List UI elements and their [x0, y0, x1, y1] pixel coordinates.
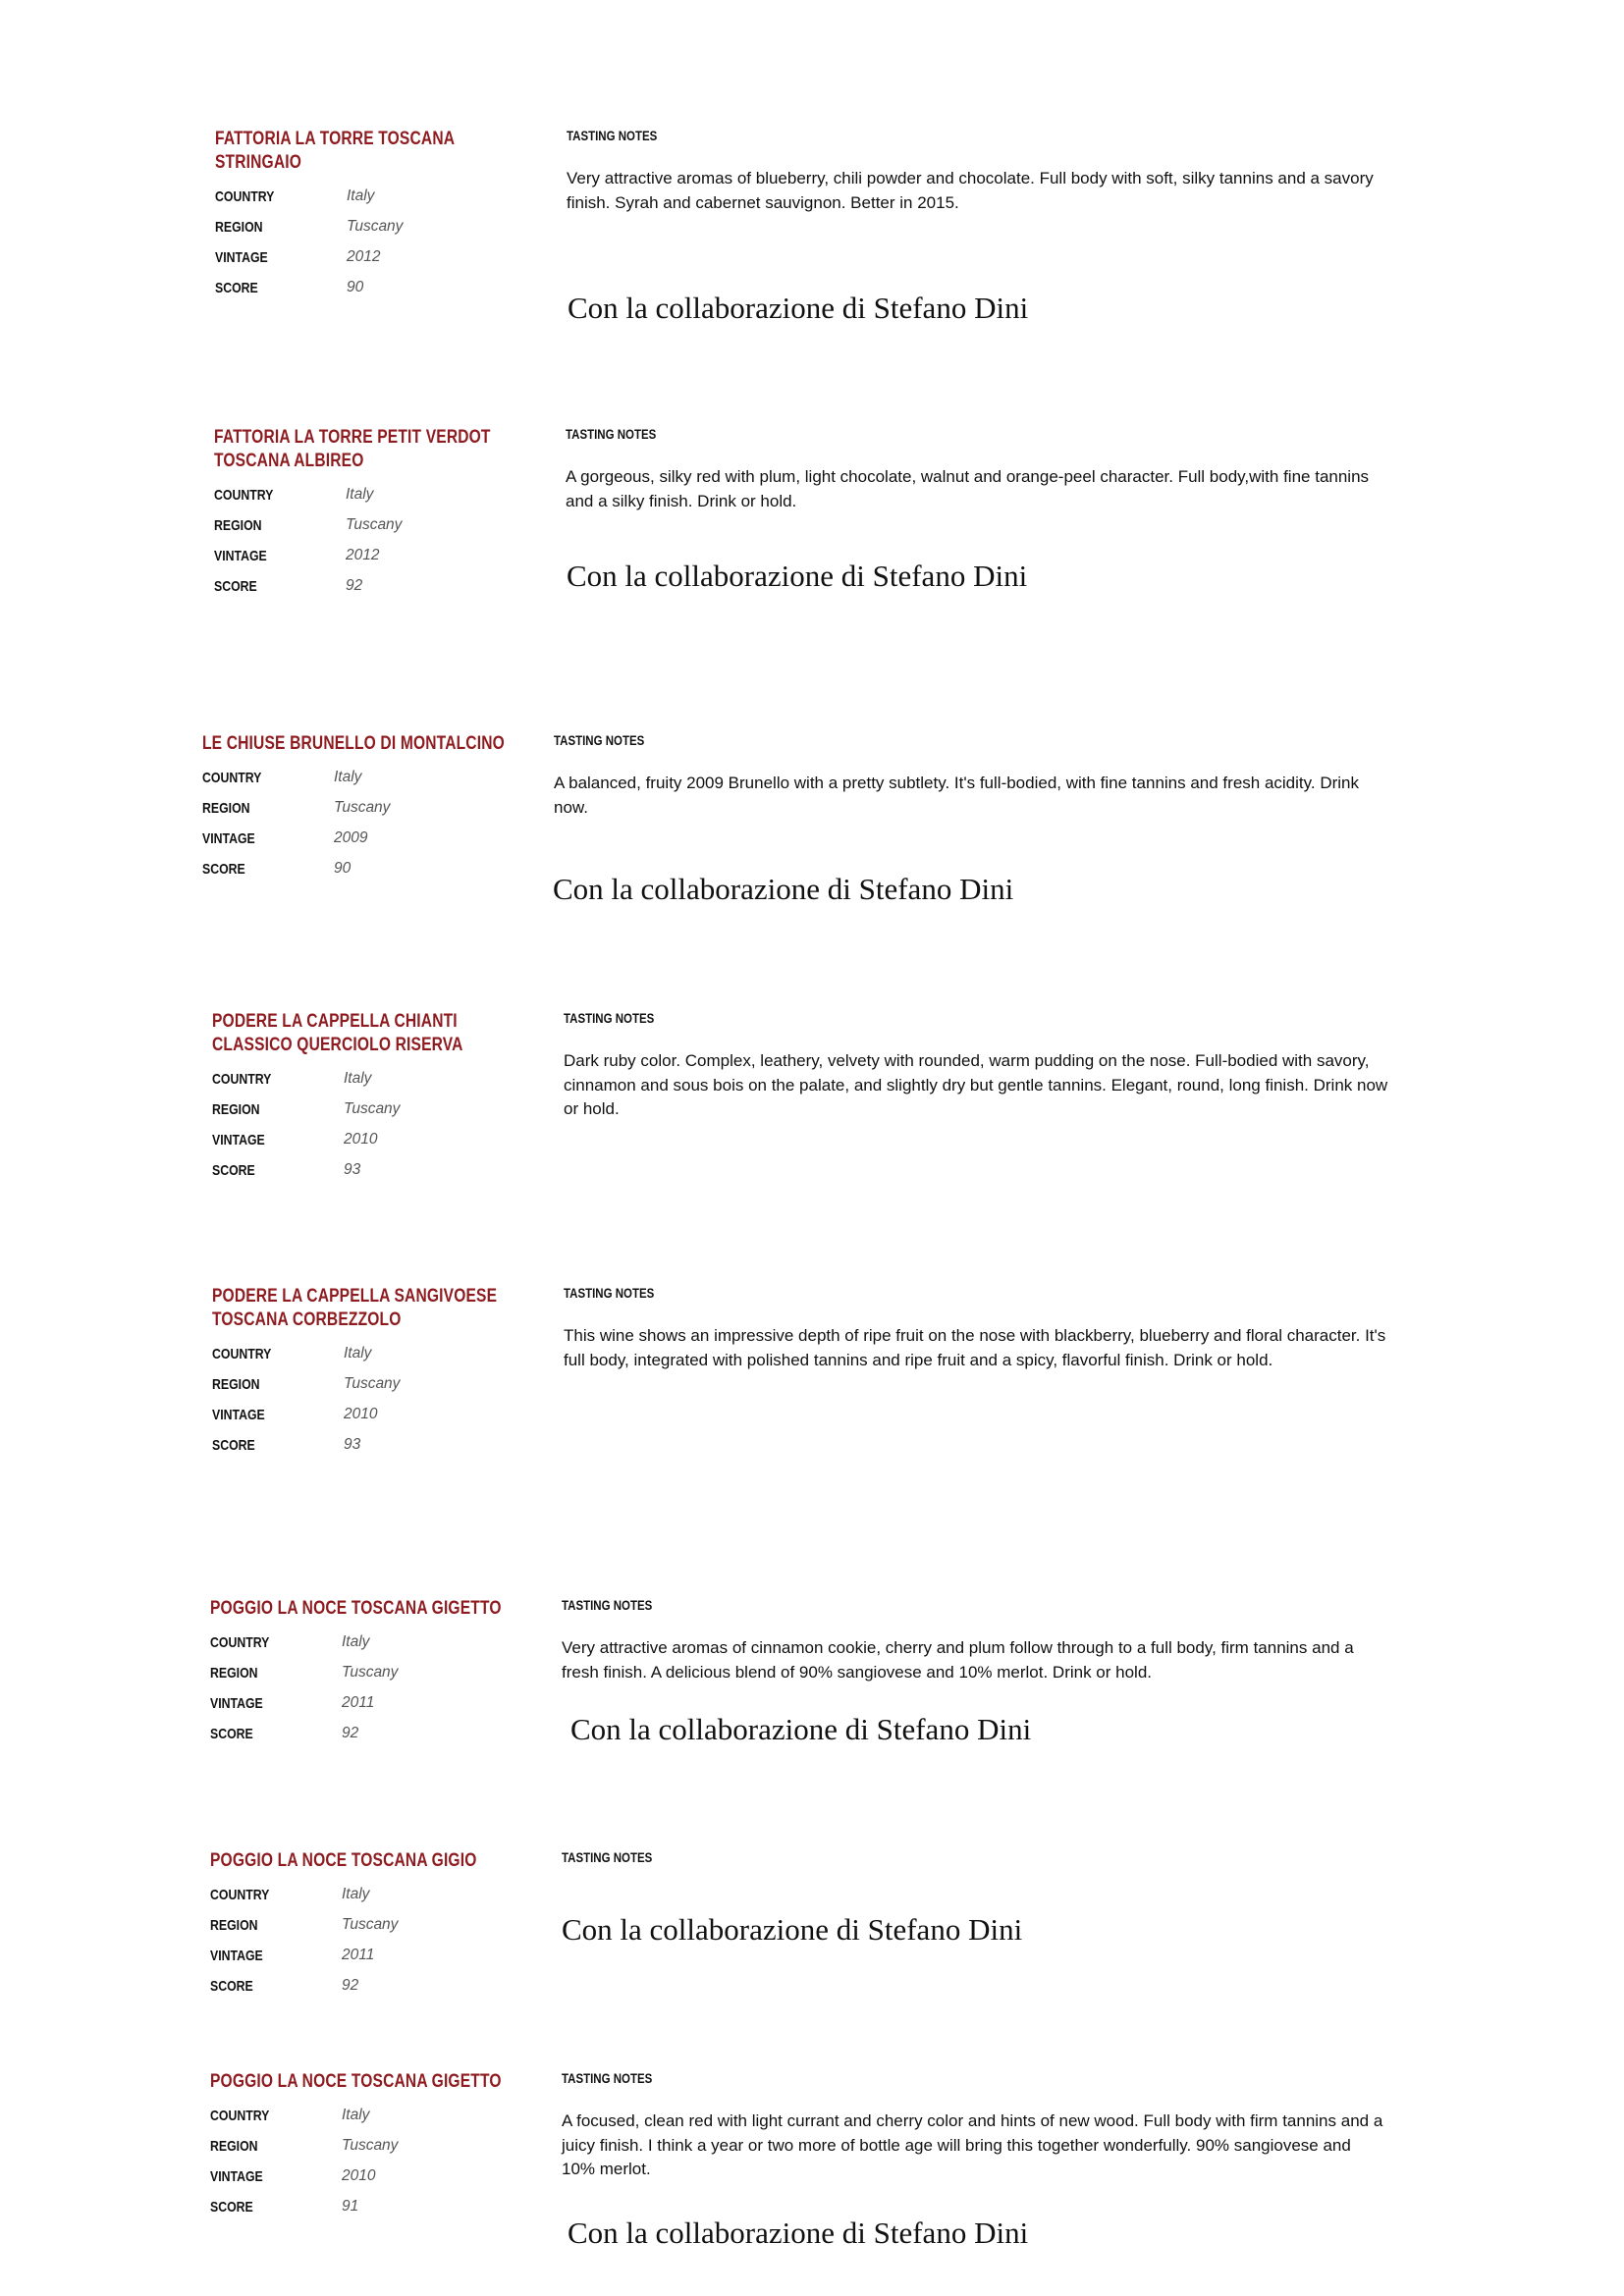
tasting-notes-heading: TASTING NOTES [564, 1010, 655, 1026]
region-row [210, 2138, 544, 2168]
score-label: SCORE [212, 1162, 255, 1179]
region-label: REGION [202, 800, 250, 817]
vintage-value: 2012 [346, 547, 380, 563]
region-label: REGION [212, 1376, 260, 1393]
vintage-value: 2011 [342, 1694, 375, 1711]
vintage-row [210, 1948, 544, 1978]
country-row [202, 770, 536, 800]
tasting-notes-text: Very attractive aromas of cinnamon cookie, cherry and plum follow through to a full body, firm tannins and a fresh finish. A delicious blend of 90% sangiovese and 10% merlot. Drink or hold. [562, 1638, 1354, 1682]
vintage-row [212, 1132, 546, 1162]
region-label: REGION [210, 2138, 258, 2155]
score-row [210, 1978, 544, 2008]
wine-name: POGGIO LA NOCE TOSCANA GIGETTO [210, 2071, 502, 2092]
region-label: REGION [215, 219, 263, 236]
vintage-label: VINTAGE [214, 548, 267, 564]
score-row [210, 2199, 544, 2229]
region-row [215, 219, 549, 249]
tasting-notes-text: A gorgeous, silky red with plum, light chocolate, walnut and orange-peel character. Full body,with fine tannins and a silky finish. Drink or hold. [566, 467, 1370, 510]
region-label: REGION [210, 1665, 258, 1682]
vintage-value: 2010 [342, 2167, 376, 2184]
country-row [214, 487, 548, 517]
vintage-row [214, 548, 548, 578]
collaboration-credit: Con la collaborazione di Stefano Dini [567, 559, 1028, 593]
tasting-notes-heading: TASTING NOTES [562, 1597, 653, 1613]
vintage-value: 2011 [342, 1947, 375, 1963]
vintage-row [212, 1407, 546, 1437]
region-value: Tuscany [342, 2137, 399, 2154]
tasting-notes-text: A focused, clean red with light currant and cherry color and hints of new wood. Full body with firm tannins and a juicy finish. I think a year or two more of bottle age will bring this together wonderfully. 90% sangiovese and 10% merlot. [562, 2111, 1383, 2178]
region-row [210, 1917, 544, 1948]
vintage-value: 2010 [344, 1131, 378, 1148]
country-label: COUNTRY [210, 2108, 270, 2124]
wine-attributes [215, 188, 549, 310]
region-value: Tuscany [342, 1916, 399, 1933]
wine-name: POGGIO LA NOCE TOSCANA GIGIO [210, 1850, 477, 1871]
score-label: SCORE [212, 1437, 255, 1454]
score-label: SCORE [215, 280, 258, 296]
score-value: 90 [347, 279, 364, 295]
collaboration-credit: Con la collaborazione di Stefano Dini [553, 872, 1014, 906]
wine-attributes [210, 1634, 544, 1756]
country-label: COUNTRY [214, 487, 274, 504]
region-label: REGION [212, 1101, 260, 1118]
region-row [202, 800, 536, 830]
country-label: COUNTRY [202, 770, 262, 786]
tasting-notes-section [562, 2070, 1386, 2250]
score-row [202, 861, 536, 891]
vintage-label: VINTAGE [210, 2168, 263, 2185]
score-row [212, 1437, 546, 1468]
score-label: SCORE [210, 1726, 253, 1742]
collaboration-credit: Con la collaborazione di Stefano Dini [570, 1712, 1032, 1746]
vintage-value: 2009 [334, 829, 368, 846]
vintage-row [215, 249, 549, 280]
tasting-notes-section [564, 1285, 1388, 1372]
score-label: SCORE [214, 578, 257, 595]
score-value: 90 [334, 860, 352, 877]
tasting-notes-section [562, 1597, 1386, 1746]
collaboration-credit: Con la collaborazione di Stefano Dini [562, 1912, 1023, 1947]
wine-details [215, 128, 549, 310]
wine-name: FATTORIA LA TORRE TOSCANA STRINGAIO [215, 129, 455, 173]
tasting-notes-section [567, 128, 1391, 325]
score-row [210, 1726, 544, 1756]
country-row [210, 1634, 544, 1665]
score-value: 91 [342, 2198, 359, 2215]
tasting-notes-heading: TASTING NOTES [566, 426, 657, 442]
country-value: Italy [347, 187, 375, 204]
vintage-label: VINTAGE [202, 830, 255, 847]
tasting-notes-heading: TASTING NOTES [567, 128, 658, 143]
region-value: Tuscany [344, 1375, 401, 1392]
tasting-notes-heading: TASTING NOTES [564, 1285, 655, 1301]
region-row [210, 1665, 544, 1695]
wine-name: PODERE LA CAPPELLA CHIANTI CLASSICO QUERCIOLO RISERVA [212, 1011, 463, 1055]
region-value: Tuscany [344, 1100, 401, 1117]
score-row [215, 280, 549, 310]
score-label: SCORE [202, 861, 245, 878]
wine-attributes [202, 770, 536, 891]
country-label: COUNTRY [212, 1071, 272, 1088]
vintage-value: 2012 [347, 248, 381, 265]
tasting-notes-section [566, 426, 1390, 593]
score-row [212, 1162, 546, 1193]
country-value: Italy [344, 1345, 372, 1362]
tasting-notes-section [553, 732, 1379, 906]
country-row [212, 1071, 546, 1101]
region-row [212, 1101, 546, 1132]
tasting-notes-text: Very attractive aromas of blueberry, chili powder and chocolate. Full body with soft, silky tannins and a savory finish. Syrah and cabernet sauvignon. Better in 2015. [567, 169, 1374, 212]
region-row [214, 517, 548, 548]
wine-details [214, 426, 548, 609]
country-row [212, 1346, 546, 1376]
tasting-notes-heading: TASTING NOTES [562, 1849, 653, 1865]
country-row [215, 188, 549, 219]
vintage-label: VINTAGE [212, 1132, 265, 1148]
score-value: 93 [344, 1436, 361, 1453]
wine-attributes [212, 1346, 546, 1468]
wine-details [202, 732, 536, 891]
country-label: COUNTRY [210, 1634, 270, 1651]
country-value: Italy [334, 769, 362, 785]
region-value: Tuscany [347, 218, 404, 235]
vintage-label: VINTAGE [215, 249, 268, 266]
country-row [210, 1887, 544, 1917]
score-value: 93 [344, 1161, 361, 1178]
wine-attributes [210, 1887, 544, 2008]
region-row [212, 1376, 546, 1407]
wine-details [210, 1597, 544, 1756]
country-label: COUNTRY [215, 188, 275, 205]
region-value: Tuscany [342, 1664, 399, 1681]
score-row [214, 578, 548, 609]
collaboration-credit: Con la collaborazione di Stefano Dini [568, 291, 1029, 325]
tasting-notes-heading: TASTING NOTES [554, 732, 645, 748]
country-label: COUNTRY [210, 1887, 270, 1903]
vintage-label: VINTAGE [210, 1948, 263, 1964]
wine-details [212, 1010, 546, 1193]
wine-name: LE CHIUSE BRUNELLO DI MONTALCINO [202, 733, 505, 754]
wine-attributes [210, 2108, 544, 2229]
country-label: COUNTRY [212, 1346, 272, 1362]
country-value: Italy [344, 1070, 372, 1087]
country-value: Italy [342, 1886, 370, 1902]
wine-name: PODERE LA CAPPELLA SANGIVOESE TOSCANA CORBEZZOLO [212, 1286, 498, 1330]
tasting-notes-section [562, 1849, 1386, 1947]
tasting-notes-heading: TASTING NOTES [562, 2070, 653, 2086]
wine-details [210, 2070, 544, 2229]
vintage-value: 2010 [344, 1406, 378, 1422]
wine-attributes [212, 1071, 546, 1193]
score-value: 92 [346, 577, 363, 594]
tasting-notes-section [564, 1010, 1388, 1122]
country-row [210, 2108, 544, 2138]
vintage-label: VINTAGE [212, 1407, 265, 1423]
wine-details [212, 1285, 546, 1468]
score-label: SCORE [210, 2199, 253, 2216]
country-value: Italy [342, 2107, 370, 2123]
wine-name: FATTORIA LA TORRE PETIT VERDOT TOSCANA ALBIREO [214, 427, 491, 471]
collaboration-credit: Con la collaborazione di Stefano Dini [568, 2216, 1029, 2250]
score-label: SCORE [210, 1978, 253, 1995]
region-label: REGION [214, 517, 262, 534]
vintage-row [210, 1695, 544, 1726]
tasting-notes-text: A balanced, fruity 2009 Brunello with a pretty subtlety. It's full-bodied, with fine tannins and fresh acidity. Drink now. [554, 774, 1359, 817]
vintage-row [202, 830, 536, 861]
region-label: REGION [210, 1917, 258, 1934]
country-value: Italy [342, 1633, 370, 1650]
vintage-label: VINTAGE [210, 1695, 263, 1712]
wine-attributes [214, 487, 548, 609]
tasting-notes-text: This wine shows an impressive depth of ripe fruit on the nose with blackberry, blueberry and floral character. It's full body, integrated with polished tannins and ripe fruit and a spicy, flavorful finish. Drink or hold. [564, 1326, 1386, 1369]
tasting-notes-text: Dark ruby color. Complex, leathery, velvety with rounded, warm pudding on the nose. Full-bodied with savory, cinnamon and sous bois on the palate, and slightly dry but gentle tannins. Elegant, round, long finish. Drink now or hold. [564, 1051, 1388, 1118]
region-value: Tuscany [346, 516, 403, 533]
vintage-row [210, 2168, 544, 2199]
score-value: 92 [342, 1725, 359, 1741]
score-value: 92 [342, 1977, 359, 1994]
wine-details [210, 1849, 544, 2008]
wine-name: POGGIO LA NOCE TOSCANA GIGETTO [210, 1598, 502, 1619]
country-value: Italy [346, 486, 374, 503]
region-value: Tuscany [334, 799, 391, 816]
